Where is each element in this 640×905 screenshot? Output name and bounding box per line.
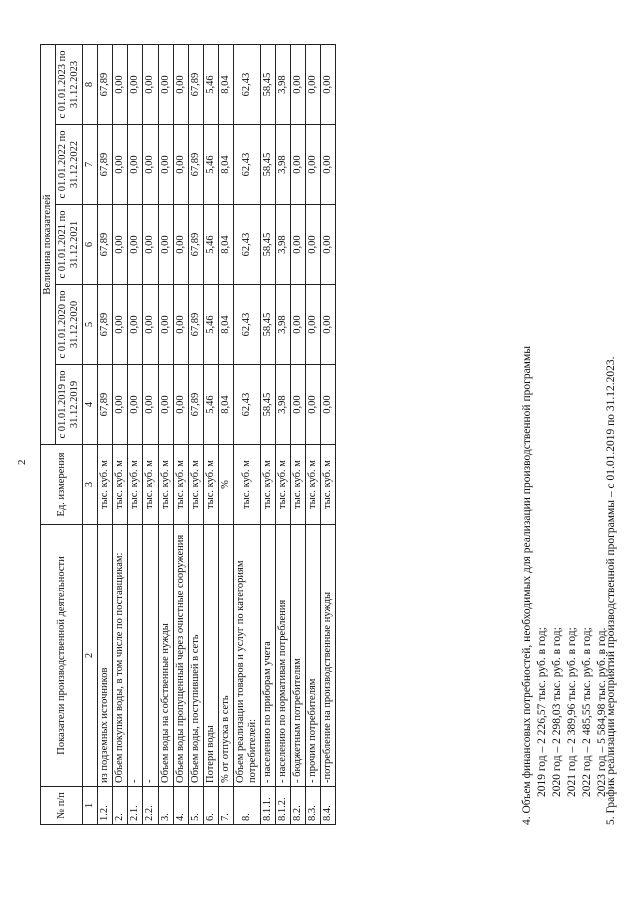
production-indicators-table [40, 44, 336, 825]
row-indicator-name: - бюджетным потребителям [291, 525, 306, 787]
row-value: 58,45 [260, 285, 275, 365]
row-value: 62,43 [233, 45, 260, 125]
row-value: 67,89 [188, 125, 203, 205]
row-number: 8.2. [291, 787, 306, 825]
row-value: 0,00 [113, 45, 128, 125]
row-value: 62,43 [233, 365, 260, 445]
row-value: 0,00 [291, 45, 306, 125]
row-value: 67,89 [98, 45, 113, 125]
row-unit: тыс. куб. м [306, 445, 321, 525]
table-row [203, 45, 218, 825]
table-row [128, 45, 143, 825]
row-indicator-name: - [128, 525, 143, 787]
header-period: с 01.01.2022 по 31.12.2022 [56, 125, 83, 205]
row-value: 0,00 [321, 45, 336, 125]
row-indicator-name: Потери воды [203, 525, 218, 787]
row-number: 8.1.1. [260, 787, 275, 825]
row-unit: тыс. куб. м [98, 445, 113, 525]
row-value: 0,00 [306, 285, 321, 365]
header-column-number: 1 [83, 787, 98, 825]
row-value: 62,43 [233, 205, 260, 285]
table-row [260, 45, 275, 825]
row-value: 0,00 [143, 125, 158, 205]
row-value: 8,04 [218, 365, 233, 445]
row-value: 5,46 [203, 285, 218, 365]
row-number: 2.2. [143, 787, 158, 825]
row-value: 0,00 [143, 205, 158, 285]
header-unit: Ед. измерения [41, 445, 83, 525]
header-values-group: Величина показателей [41, 45, 56, 445]
row-value: 67,89 [188, 285, 203, 365]
row-indicator-name: -потребление на производственные нужды [321, 525, 336, 787]
production-indicators-table-wrap [40, 45, 336, 825]
row-unit: тыс. куб. м [260, 445, 275, 525]
row-value: 0,00 [173, 365, 188, 445]
row-number: 7. [218, 787, 233, 825]
row-value: 0,00 [321, 125, 336, 205]
row-value: 0,00 [158, 205, 173, 285]
row-value: 5,46 [203, 205, 218, 285]
header-indicator: Показатели производственной деятельности [41, 525, 83, 787]
row-number: 5. [188, 787, 203, 825]
row-value: 0,00 [113, 285, 128, 365]
row-value: 58,45 [260, 365, 275, 445]
row-value: 0,00 [306, 125, 321, 205]
row-number: 4. [173, 787, 188, 825]
row-value: 0,00 [291, 365, 306, 445]
row-indicator-name: Объем воды на собственные нужды [158, 525, 173, 787]
row-value: 0,00 [173, 125, 188, 205]
financial-need-item: 2020 год – 2 298,03 тыс. руб. в год; [550, 627, 563, 797]
row-value: 5,46 [203, 365, 218, 445]
financial-need-item: 2021 год – 2 389,96 тыс. руб. в год; [565, 627, 578, 797]
row-value: 0,00 [158, 125, 173, 205]
header-period: с 01.01.2020 по 31.12.2020 [56, 285, 83, 365]
section4-title: 4. Объем финансовых потребностей, необходимых для реализации производственной программы [521, 346, 533, 825]
row-value: 0,00 [291, 125, 306, 205]
header-column-number: 7 [83, 125, 98, 205]
table-row [306, 45, 321, 825]
row-value: 5,46 [203, 125, 218, 205]
header-period: с 01.01.2021 по 31.12.2021 [56, 205, 83, 285]
row-value: 0,00 [143, 45, 158, 125]
table-row [98, 45, 113, 825]
table-row [291, 45, 306, 825]
row-value: 0,00 [306, 45, 321, 125]
financial-need-item: 2019 год – 2 226,57 тыс. руб. в год; [535, 627, 548, 797]
row-value: 3,98 [276, 365, 291, 445]
row-value: 0,00 [321, 285, 336, 365]
table-row [276, 45, 291, 825]
row-value: 3,98 [276, 285, 291, 365]
row-unit: % [218, 445, 233, 525]
header-column-number: 3 [83, 445, 98, 525]
row-unit: тыс. куб. м [128, 445, 143, 525]
header-period: с 01.01.2019 по 31.12.2019 [56, 365, 83, 445]
row-unit: тыс. куб. м [143, 445, 158, 525]
row-value: 3,98 [276, 45, 291, 125]
financial-needs-section [520, 45, 610, 825]
header-no: № п/п [41, 787, 83, 825]
table-row [218, 45, 233, 825]
row-value: 8,04 [218, 285, 233, 365]
row-value: 67,89 [188, 365, 203, 445]
row-number: 2.1. [128, 787, 143, 825]
row-value: 67,89 [98, 205, 113, 285]
row-value: 0,00 [306, 365, 321, 445]
page-number: 2 [16, 459, 28, 465]
row-value: 0,00 [128, 365, 143, 445]
row-value: 67,89 [98, 125, 113, 205]
row-number: 8.4. [321, 787, 336, 825]
row-unit: тыс. куб. м [276, 445, 291, 525]
row-value: 3,98 [276, 205, 291, 285]
row-value: 0,00 [128, 45, 143, 125]
row-indicator-name: % от отпуска в сеть [218, 525, 233, 787]
row-unit: тыс. куб. м [321, 445, 336, 525]
row-value: 0,00 [173, 45, 188, 125]
row-unit: тыс. куб. м [233, 445, 260, 525]
row-indicator-name: - населению по нормативам потребления [276, 525, 291, 787]
row-number: 2. [113, 787, 128, 825]
row-value: 0,00 [321, 365, 336, 445]
row-indicator-name: Объем воды, поступившей в сеть [188, 525, 203, 787]
row-value: 0,00 [128, 285, 143, 365]
row-value: 8,04 [218, 205, 233, 285]
row-value: 0,00 [143, 285, 158, 365]
row-number: 8.3. [306, 787, 321, 825]
table-row [158, 45, 173, 825]
row-value: 0,00 [321, 205, 336, 285]
row-value: 0,00 [291, 285, 306, 365]
row-value: 67,89 [188, 45, 203, 125]
row-indicator-name: - [143, 525, 158, 787]
row-unit: тыс. куб. м [158, 445, 173, 525]
row-value: 5,46 [203, 45, 218, 125]
row-number: 8. [233, 787, 260, 825]
row-value: 0,00 [173, 205, 188, 285]
row-value: 58,45 [260, 45, 275, 125]
row-value: 0,00 [291, 205, 306, 285]
row-value: 0,00 [158, 285, 173, 365]
schedule-section: 5. График реализации мероприятий производственной программы – с 01.01.2019 по 31.12.2023. [605, 356, 617, 825]
row-number: 6. [203, 787, 218, 825]
row-number: 1.2. [98, 787, 113, 825]
row-indicator-name: - прочим потребителям [306, 525, 321, 787]
row-unit: тыс. куб. м [188, 445, 203, 525]
row-value: 58,45 [260, 205, 275, 285]
table-row [233, 45, 260, 825]
row-unit: тыс. куб. м [203, 445, 218, 525]
row-value: 3,98 [276, 125, 291, 205]
financial-need-item: 2022 год – 2 485,55 тыс. руб. в год; [580, 627, 593, 797]
row-indicator-name: Объем покупки воды, в том числе по поставщикам: [113, 525, 128, 787]
header-period: с 01.01.2023 по 31.12.2023 [56, 45, 83, 125]
row-indicator-name: - населению по приборам учета [260, 525, 275, 787]
table-row [143, 45, 158, 825]
row-value: 62,43 [233, 125, 260, 205]
row-value: 67,89 [98, 285, 113, 365]
row-number: 3. [158, 787, 173, 825]
row-value: 8,04 [218, 45, 233, 125]
header-column-number: 4 [83, 365, 98, 445]
table-row [321, 45, 336, 825]
row-value: 62,43 [233, 285, 260, 365]
row-value: 0,00 [128, 125, 143, 205]
row-value: 0,00 [306, 205, 321, 285]
table-row [173, 45, 188, 825]
row-value: 67,89 [188, 205, 203, 285]
table-row [113, 45, 128, 825]
row-number: 8.1.2. [276, 787, 291, 825]
row-value: 0,00 [158, 365, 173, 445]
row-value: 0,00 [158, 45, 173, 125]
header-column-number: 8 [83, 45, 98, 125]
row-value: 0,00 [113, 205, 128, 285]
table-row [188, 45, 203, 825]
financial-need-item: 2023 год – 5 584,98 тыс. руб. в год. [595, 627, 608, 797]
row-indicator-name: Объем реализации товаров и услуг по категориям потребителей: [233, 525, 260, 787]
row-value: 58,45 [260, 125, 275, 205]
row-value: 0,00 [113, 125, 128, 205]
row-unit: тыс. куб. м [113, 445, 128, 525]
row-value: 0,00 [113, 365, 128, 445]
row-unit: тыс. куб. м [291, 445, 306, 525]
row-value: 0,00 [173, 285, 188, 365]
row-indicator-name: из подземных источников [98, 525, 113, 787]
header-column-number: 2 [83, 525, 98, 787]
row-value: 8,04 [218, 125, 233, 205]
header-column-number: 6 [83, 205, 98, 285]
header-column-number: 5 [83, 285, 98, 365]
row-value: 0,00 [143, 365, 158, 445]
row-value: 0,00 [128, 205, 143, 285]
row-value: 67,89 [98, 365, 113, 445]
row-unit: тыс. куб. м [173, 445, 188, 525]
row-indicator-name: Объем воды пропущенный через очистные сооружения [173, 525, 188, 787]
